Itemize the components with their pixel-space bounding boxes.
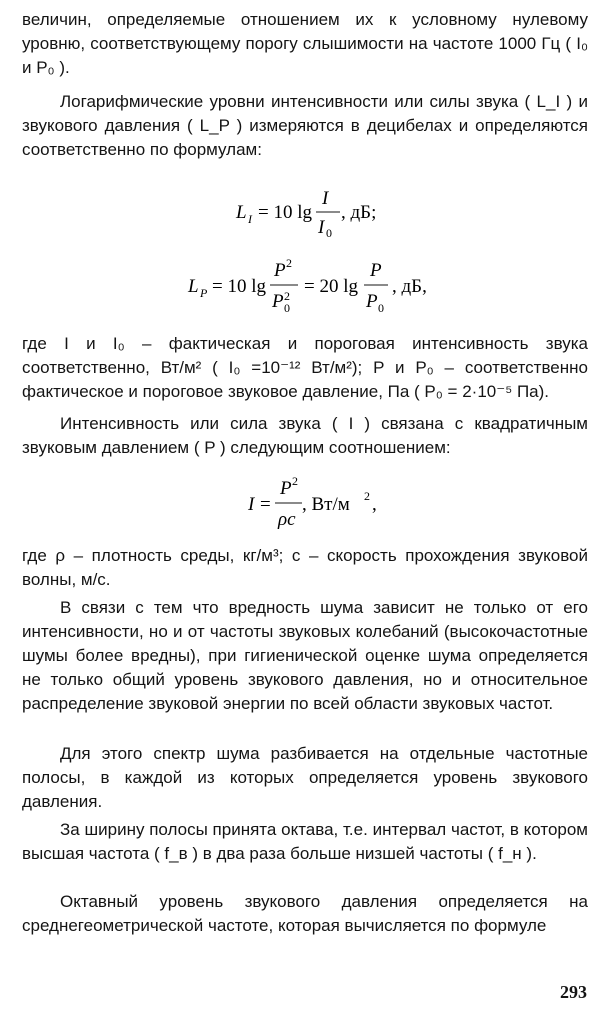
f3-num: P [280, 478, 292, 499]
p5-text: где ρ – плотность среды, кг/м³; c – скорость прохождения звуковой волны, м/с. [22, 546, 588, 589]
f2-unit: , дБ, [392, 276, 427, 297]
p2-text: Логарифмические уровни интенсивности или силы звука ( L_I ) и звукового давления ( L_P ) измеряются в децибелах и определяются соответственно по формулам: [22, 92, 588, 159]
f2-num2: P [370, 260, 382, 281]
f3-den: ρc [278, 509, 296, 530]
f3-lhs: I [248, 494, 255, 515]
f2-den2-sub: 0 [378, 301, 384, 315]
formula-pressure-level [0, 256, 603, 316]
paragraph-8 [22, 818, 588, 866]
p3-text: где I и I₀ – фактическая и пороговая интенсивность звука соответственно, Вт/м² ( I₀ =10⁻¹² Вт/м²); P и P₀ – соответственно фактическое и пороговое звуковое давление, Па ( P₀ = 2·10⁻⁵ Па). [22, 334, 588, 401]
f1-lhs: L [236, 202, 247, 223]
p8-text: За ширину полосы принята октава, т.е. интервал частот, в котором высшая частота ( f_в ) в два раза больше низшей частоты ( f_н ). [22, 820, 588, 863]
p7-text: Для этого спектр шума разбивается на отдельные частотные полосы, в каждой из которых определяется уровень звукового давления. [22, 744, 588, 811]
f2-num-sup: 2 [286, 256, 292, 270]
paragraph-4 [22, 412, 588, 460]
page-number: 293 [560, 982, 587, 1002]
f1-eq: = 10 lg [258, 202, 312, 223]
f2-den: P [272, 291, 284, 312]
f2-eq2: = 20 lg [304, 276, 358, 297]
f3-num-sup: 2 [292, 474, 298, 488]
f3-unit: , Вт/м [302, 494, 350, 515]
paragraph-3 [22, 332, 588, 404]
f2-den2: P [366, 291, 378, 312]
f3-eq: = [260, 494, 271, 515]
f1-num: I [322, 188, 329, 209]
formula-1-svg [0, 182, 603, 242]
paragraph-7 [22, 742, 588, 814]
formula-intensity-level [0, 182, 603, 242]
paragraph-9 [22, 890, 588, 938]
p4-text: Интенсивность или сила звука ( I ) связана с квадратичным звуковым давлением ( P ) следующим соотношением: [22, 414, 588, 457]
formula-3-svg [0, 474, 603, 538]
f1-unit: , дБ; [341, 202, 377, 223]
p6-text: В связи с тем что вредность шума зависит не только от его интенсивности, но и от частоты звуковых колебаний (высокочастотные шумы более вредны), при гигиенической оценке шума определяется не только общий уровень звукового давления, но и относительное распределение звуковой энергии по всей области звуковых частот. [22, 598, 588, 713]
paragraph-2 [22, 90, 588, 162]
formula-2-svg [0, 256, 603, 320]
f2-den-sub: 0 [284, 301, 290, 315]
f3-tail: , [372, 494, 377, 515]
f2-eq: = 10 lg [212, 276, 266, 297]
f2-num: P [274, 260, 286, 281]
p1-text: величин, определяемые отношением их к условному нулевому уровню, соответствующему порогу слышимости на частоте 1000 Гц ( I₀ и P₀ ). [22, 10, 588, 77]
paragraph-5 [22, 544, 588, 592]
paragraph-6 [22, 596, 588, 716]
f2-lhs: L [188, 276, 199, 297]
f1-lhs-sub: I [248, 212, 252, 226]
f2-lhs-sub: P [200, 286, 208, 300]
f2-den-sup: 2 [284, 289, 290, 303]
formula-intensity-pressure [0, 474, 603, 534]
f3-unit-sup: 2 [364, 489, 370, 503]
paragraph-1 [22, 8, 588, 80]
f1-den: I [318, 217, 325, 238]
f1-den-sub: 0 [326, 226, 332, 240]
p9-text: Октавный уровень звукового давления определяется на среднегеометрической частоте, которая вычисляется по формуле [22, 892, 588, 935]
